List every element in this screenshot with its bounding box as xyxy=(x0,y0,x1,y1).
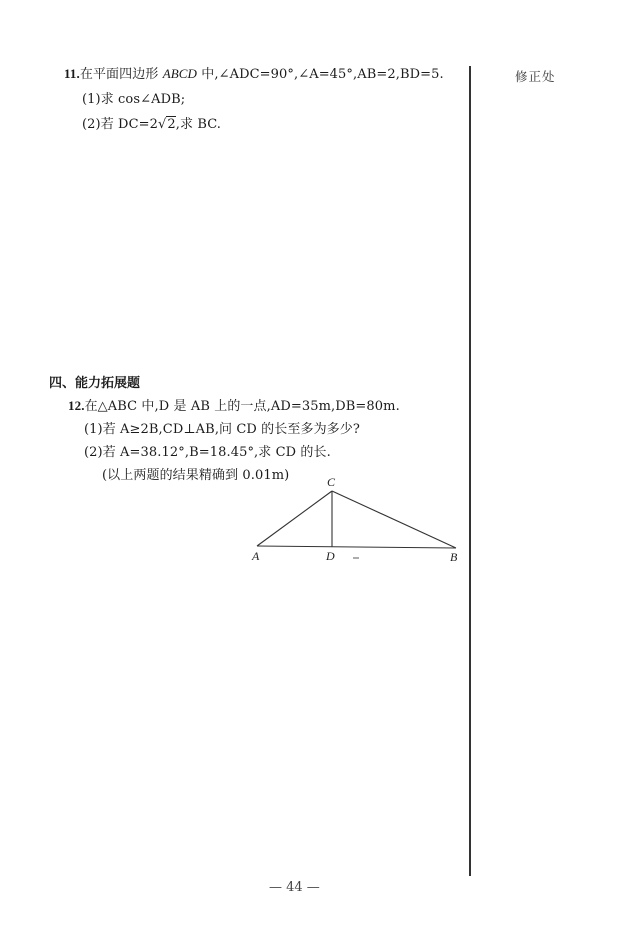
question-12-part-2: (2)若 A=38.12°,B=18.45°,求 CD 的长. xyxy=(84,445,331,460)
question-11-shape: ABCD xyxy=(162,66,198,81)
question-12-part-1: (1)若 A≥2B,CD⊥AB,问 CD 的长至多为多少? xyxy=(84,422,360,437)
label-b: B xyxy=(450,550,458,564)
label-c: C xyxy=(327,475,336,489)
triangle-figure xyxy=(240,470,470,570)
question-11-part-1: (1)求 cos∠ADB; xyxy=(82,92,186,107)
question-11-part-2-prefix: (2)若 DC=2 xyxy=(82,117,158,132)
label-a: A xyxy=(252,549,260,563)
section-heading: 四、能力拓展题 xyxy=(49,376,141,391)
question-11-stem-suffix: 中,∠ADC=90°,∠A=45°,AB=2,BD=5. xyxy=(197,67,444,82)
page-number: — 44 — xyxy=(269,880,320,895)
question-11-part-2: (2)若 DC=2√2,求 BC. xyxy=(82,117,222,132)
question-11-part-2-suffix: ,求 BC. xyxy=(175,117,222,132)
side-cb xyxy=(332,491,456,548)
side-ac xyxy=(257,491,332,546)
margin-correction-label: 修正处 xyxy=(515,69,556,84)
question-12-number: 12. xyxy=(68,398,85,413)
question-11-number: 11. xyxy=(64,66,80,81)
question-12-stem-text: 在△ABC 中,D 是 AB 上的一点,AD=35m,DB=80m. xyxy=(84,399,400,414)
question-12-stem xyxy=(68,395,400,414)
question-11-stem xyxy=(64,63,444,82)
question-11-sqrt-value: 2 xyxy=(167,117,176,132)
side-ab xyxy=(257,546,456,548)
question-11-stem-prefix: 在平面四边形 xyxy=(79,67,163,82)
question-12-note: (以上两题的结果精确到 0.01m) xyxy=(102,468,290,483)
label-d: D xyxy=(326,549,335,563)
